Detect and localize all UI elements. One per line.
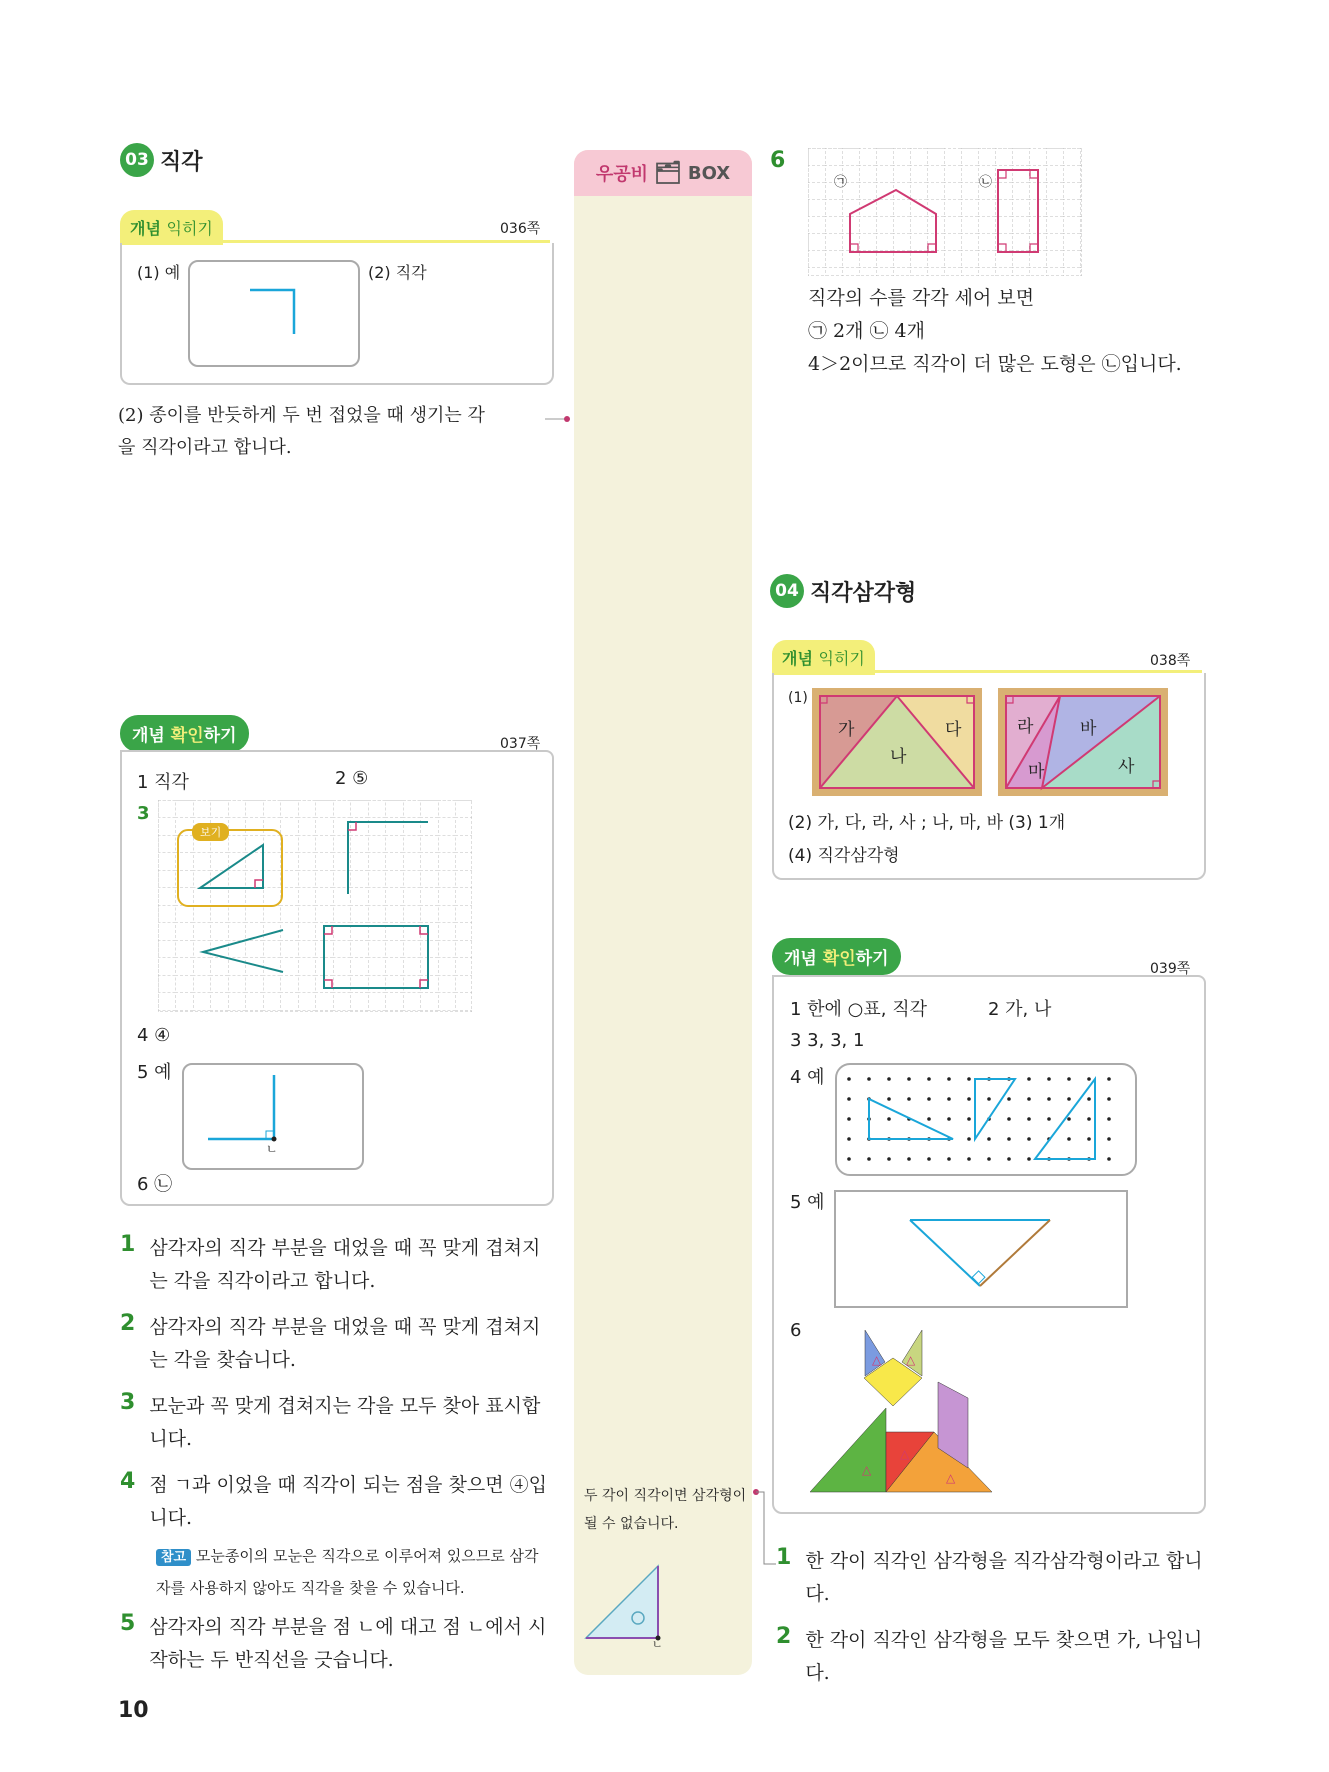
point-label: ㄴ [652, 1638, 663, 1651]
concept-label-a: 개념 [782, 649, 813, 668]
grid-dot [1087, 1097, 1091, 1101]
q6-line-2: ㉠ 2개 ㉡ 4개 [808, 320, 926, 342]
explanation-text: 한 각이 직각인 삼각형을 직각삼각형이라고 합니다. [805, 1550, 1203, 1605]
explanation-text: 삼각자의 직각 부분을 대었을 때 꼭 맞게 겹쳐지는 각을 직각이라고 합니다. [149, 1237, 541, 1292]
grid-dot [1027, 1117, 1031, 1121]
section-title: 직각 [160, 149, 203, 175]
item-1: (1) [788, 690, 808, 706]
badge-c: 하기 [203, 726, 237, 746]
grid-dot [1067, 1077, 1071, 1081]
box-icon: 🗂 [653, 160, 682, 186]
q6-line-1: 직각의 수를 각각 세어 보면 [808, 287, 1035, 309]
explanation-item [776, 1545, 1206, 1624]
grid-dot [987, 1137, 991, 1141]
explanation-item [776, 1624, 1206, 1690]
grid-dot [1007, 1137, 1011, 1141]
shape-label: 다 [945, 720, 962, 740]
item-1: (1) 예 [137, 263, 181, 282]
grid-dot [887, 1097, 891, 1101]
box-tip: 두 각이 직각이면 삼각형이 될 수 없습니다. [584, 1488, 747, 1532]
badge-a: 개념 [132, 726, 165, 746]
explanation-list [120, 1232, 552, 1677]
section-number: 03 [120, 143, 154, 177]
grid-dot [847, 1077, 851, 1081]
badge-c: 하기 [855, 949, 889, 969]
grid-dot [1007, 1157, 1011, 1161]
explanation-number: 1 [776, 1545, 792, 1570]
grid-question-6 [808, 148, 1082, 276]
answer-3: 3 [137, 803, 150, 824]
section-number: 04 [770, 574, 804, 608]
q6-line-3: 4＞2이므로 직각이 더 많은 도형은 ㉡입니다. [808, 353, 1182, 375]
explanation-text: 모눈과 꼭 맞게 겹쳐지는 각을 모두 찾아 표시합니다. [149, 1395, 541, 1450]
grid-dot [927, 1157, 931, 1161]
grid-dot [1067, 1137, 1071, 1141]
svg-text:△: △ [862, 1463, 872, 1477]
grid-dot [887, 1157, 891, 1161]
grid-dot [927, 1077, 931, 1081]
grid-dot [987, 1157, 991, 1161]
grid-dot [1027, 1097, 1031, 1101]
section-title: 직각삼각형 [810, 580, 917, 606]
page-ref: 037쪽 [500, 736, 541, 752]
page-number: 10 [118, 1698, 149, 1723]
grid-dot [967, 1117, 971, 1121]
shape-label: 라 [1017, 717, 1034, 737]
grid-dot [1107, 1097, 1111, 1101]
shape-label: 사 [1118, 757, 1135, 777]
side-box [574, 150, 752, 1675]
answer-4: 4 ④ [137, 1025, 171, 1046]
grid-dot [1067, 1117, 1071, 1121]
grid-dot [1107, 1077, 1111, 1081]
grid-dot [1047, 1097, 1051, 1101]
tangram-cat [810, 1320, 1020, 1500]
grid-dot [927, 1097, 931, 1101]
grid-dot [947, 1157, 951, 1161]
grid-dot [987, 1097, 991, 1101]
note-text: 모눈종이의 모눈은 직각으로 이루어져 있으므로 삼각자를 사용하지 않아도 직각을 찾을 수 있습니다. [156, 1547, 539, 1597]
grid-dot [947, 1097, 951, 1101]
svg-text:△: △ [900, 1447, 910, 1461]
shape-label: 마 [1028, 762, 1045, 782]
grid-dot [1027, 1137, 1031, 1141]
page-ref: 038쪽 [1150, 653, 1191, 669]
answer-frame [188, 260, 360, 367]
answer-2: 2 ⑤ [335, 768, 369, 789]
svg-text:△: △ [906, 1353, 916, 1367]
grid-dot [1087, 1137, 1091, 1141]
side-box-header [574, 150, 752, 196]
explanation-number: 2 [120, 1311, 136, 1336]
page-ref: 036쪽 [500, 221, 541, 237]
grid-dot [887, 1117, 891, 1121]
example-tag: 보기 [192, 823, 229, 841]
svg-text:△: △ [946, 1471, 956, 1485]
grid-dot [907, 1157, 911, 1161]
explanation-item [120, 1232, 552, 1311]
shape-label: 가 [838, 720, 855, 740]
section-03-header [120, 143, 203, 177]
grid-dot [947, 1117, 951, 1121]
explanation-number: 4 [120, 1469, 136, 1494]
grid-dot [1107, 1157, 1111, 1161]
badge-a: 개념 [784, 949, 817, 969]
grid-dot [1107, 1117, 1111, 1121]
explanation-text: 한 각이 직각인 삼각형을 모두 찾으면 가, 나입니다. [805, 1629, 1203, 1684]
grid-dot [887, 1077, 891, 1081]
grid-dot [907, 1077, 911, 1081]
grid-dot [1047, 1077, 1051, 1081]
concept2-line-2: (2) 가, 다, 라, 사 ; 나, 마, 바 (3) 1개 [788, 813, 1066, 833]
grid-dot [967, 1097, 971, 1101]
answer-1: 1 한에 ○표, 직각 [790, 999, 927, 1020]
grid-dot [947, 1077, 951, 1081]
explanation-text: (2) 종이를 반듯하게 두 번 접었을 때 생기는 각 을 직각이라고 합니다. [118, 405, 485, 458]
explanation-text: 점 ㄱ과 이었을 때 직각이 되는 점을 찾으면 ④입니다. [149, 1474, 548, 1529]
grid-dot [1007, 1117, 1011, 1121]
shape-label: ㉠ [834, 175, 848, 190]
note-tag: 참고 [156, 1549, 191, 1566]
check-badge [772, 938, 901, 975]
answer-6: 6 [790, 1320, 802, 1341]
answer-5-drawing [834, 1190, 1128, 1308]
answer-5: 5 예 [137, 1062, 172, 1083]
box-title-b: BOX [687, 162, 731, 184]
explanation-item [120, 1469, 552, 1541]
shapes-rect-2 [998, 688, 1168, 796]
page-ref: 039쪽 [1150, 961, 1191, 977]
grid-dot [1007, 1097, 1011, 1101]
answer-4: 4 예 [790, 1067, 825, 1088]
grid-dot [867, 1157, 871, 1161]
explanation-text: 삼각자의 직각 부분을 점 ㄴ에 대고 점 ㄴ에서 시작하는 두 반직선을 긋습니다. [149, 1616, 547, 1671]
grid-dot [1107, 1137, 1111, 1141]
right-angle-drawing [190, 262, 358, 365]
explanation-number: 5 [120, 1611, 136, 1636]
concept-label-b: 익히기 [166, 219, 213, 238]
shape-label: ㉡ [979, 175, 993, 190]
grid-dot [847, 1097, 851, 1101]
item-2: (2) 직각 [368, 263, 427, 282]
grid-dot [847, 1157, 851, 1161]
grid-dot [1087, 1117, 1091, 1121]
grid-dot [1027, 1157, 1031, 1161]
concept-label-a: 개념 [130, 219, 161, 238]
dot-grid-answer-4 [835, 1063, 1137, 1176]
check-badge [120, 715, 249, 752]
box-title-a: 우공비 [595, 164, 648, 185]
explanation-text: 삼각자의 직각 부분을 대었을 때 꼭 맞게 겹쳐지는 각을 찾습니다. [149, 1316, 541, 1371]
grid-dot [1047, 1117, 1051, 1121]
point-label: ㄴ [266, 1142, 278, 1156]
explanation-item [120, 1390, 552, 1469]
explanation-list [776, 1545, 1206, 1690]
answer-6: 6 ㉡ [137, 1174, 173, 1195]
answer-1: 1 직각 [137, 772, 189, 793]
explanation-number: 3 [120, 1390, 136, 1415]
grid-dot [967, 1157, 971, 1161]
grid-dot [1067, 1097, 1071, 1101]
grid-dot [967, 1077, 971, 1081]
explanation-number: 1 [120, 1232, 136, 1257]
badge-b: 확인 [170, 726, 204, 746]
grid-dot [867, 1077, 871, 1081]
grid-dot [847, 1117, 851, 1121]
note [156, 1541, 552, 1611]
grid-dot [1027, 1077, 1031, 1081]
grid-dot [967, 1137, 971, 1141]
grid-dot [907, 1097, 911, 1101]
grid-dot [927, 1117, 931, 1121]
answer-5: 5 예 [790, 1192, 825, 1213]
answer-2: 2 가, 나 [988, 999, 1052, 1020]
concept-label-b: 익히기 [818, 649, 865, 668]
shape-label: 나 [890, 747, 907, 767]
svg-text:△: △ [872, 1353, 882, 1367]
badge-b: 확인 [822, 949, 856, 969]
section-04-header [770, 574, 916, 608]
explanation-number: 2 [776, 1624, 792, 1649]
explanation-item [120, 1611, 552, 1677]
explanation-item [120, 1311, 552, 1390]
shape-label: 바 [1080, 719, 1097, 739]
question-6-number: 6 [770, 148, 786, 173]
grid-dot [1087, 1077, 1091, 1081]
concept2-line-3: (4) 직각삼각형 [788, 846, 900, 866]
grid-dot [847, 1137, 851, 1141]
answer-3: 3 3, 3, 1 [790, 1030, 865, 1051]
